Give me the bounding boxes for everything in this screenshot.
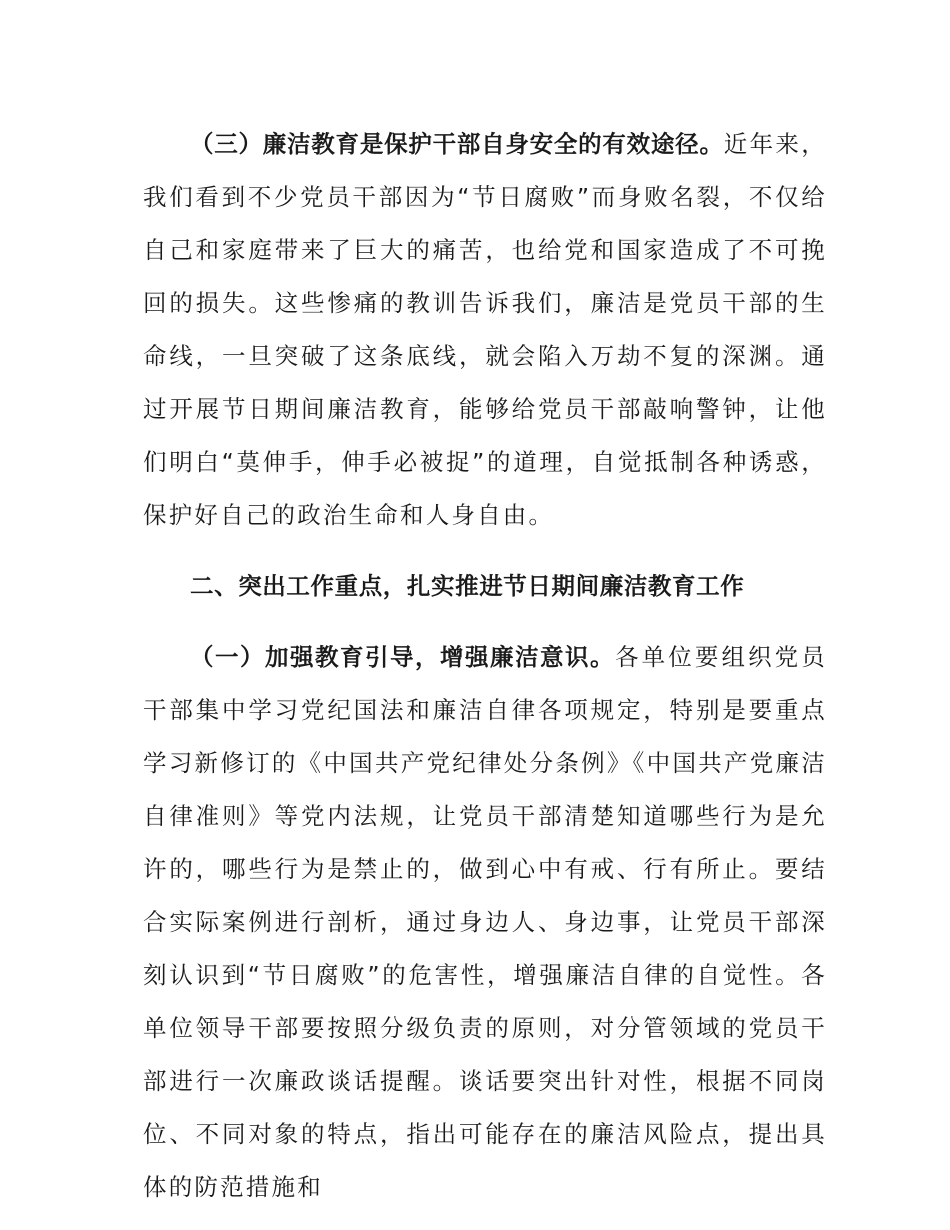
document-page: [143, 118, 827, 1214]
paragraph-body-section-3: 近年来，我们看到不少党员干部因为“节日腐败”而身败名裂，不仅给自己和家庭带来了巨大的痛苦，也给党和国家造成了不可挽回的损失。这些惨痛的教训告诉我们，廉洁是党员干部的生命线，一旦突破了这条底线，就会陷入万劫不复的深渊。通过开展节日期间廉洁教育，能够给党员干部敲响警钟，让他们明白“莫伸手，伸手必被捉”的道理，自觉抵制各种诱惑，保护好自己的政治生命和人身自由。: [143, 130, 827, 529]
paragraph-section-2-1: [143, 631, 827, 1214]
paragraph-lead-section-2-1: （一）加强教育引导，增强廉洁意识。: [190, 643, 616, 671]
paragraph-body-section-2-1: 各单位要组织党员干部集中学习党纪国法和廉洁自律各项规定，特别是要重点学习新修订的《中国共产党纪律处分条例》《中国共产党廉洁自律准则》等党内法规，让党员干部清楚知道哪些行为是允许的，哪些行为是禁止的，做到心中有戒、行有所止。要结合实际案例进行剖析，通过身边人、身边事，让党员干部深刻认识到“节日腐败”的危害性，增强廉洁自律的自觉性。各单位领导干部要按照分级负责的原则，对分管领域的党员干部进行一次廉政谈话提醒。谈话要突出针对性，根据不同岗位、不同对象的特点，指出可能存在的廉洁风险点，提出具体的防范措施和: [143, 643, 827, 1201]
paragraph-lead-section-3: （三）廉洁教育是保护干部自身安全的有效途径。: [190, 130, 724, 158]
paragraph-section-3: [143, 118, 827, 542]
section-heading-2: 二、突出工作重点，扎实推进节日期间廉洁教育工作: [190, 572, 745, 600]
